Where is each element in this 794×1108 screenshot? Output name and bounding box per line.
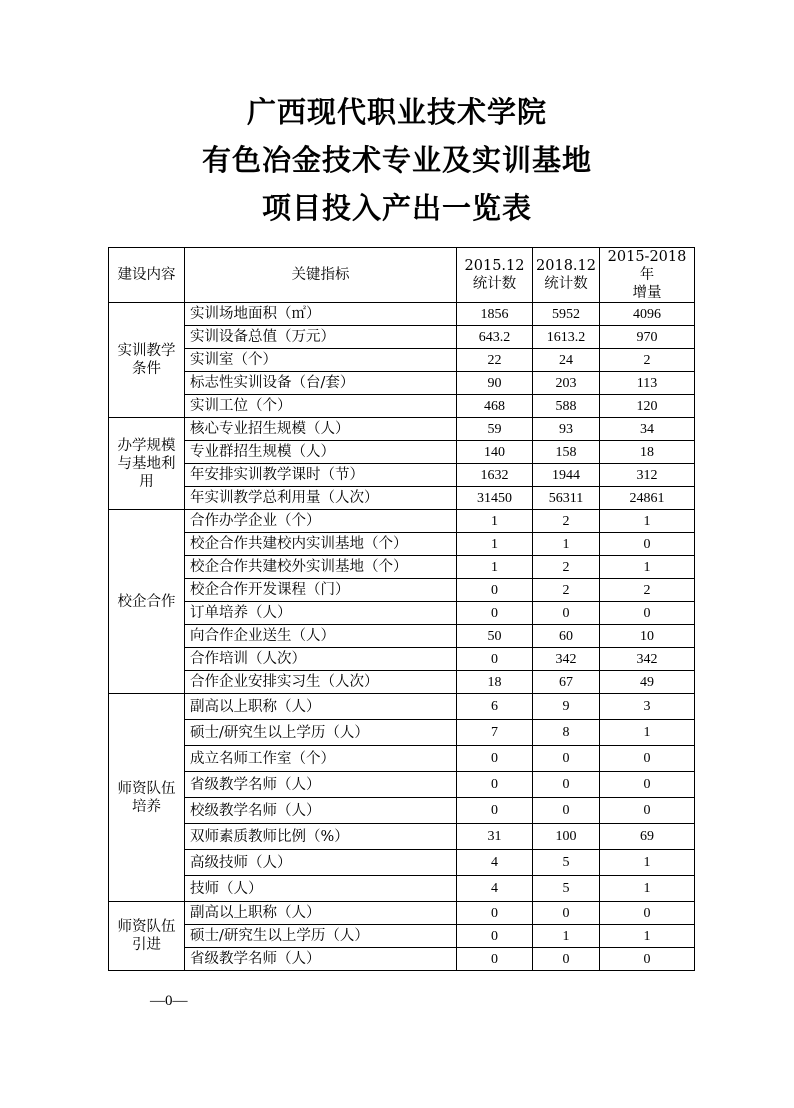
increase-cell: 1 — [600, 556, 695, 579]
value-2015-cell: 59 — [457, 418, 533, 441]
indicator-cell: 实训场地面积（㎡） — [185, 303, 457, 326]
value-2015-cell: 0 — [457, 579, 533, 602]
header-category: 建设内容 — [109, 248, 185, 303]
value-2015-cell: 468 — [457, 395, 533, 418]
value-2018-cell: 56311 — [533, 487, 600, 510]
value-2018-cell: 5952 — [533, 303, 600, 326]
table-row — [109, 648, 695, 671]
table-row — [109, 487, 695, 510]
value-2018-cell: 2 — [533, 556, 600, 579]
increase-cell: 342 — [600, 648, 695, 671]
value-2018-cell: 67 — [533, 671, 600, 694]
indicator-cell: 实训设备总值（万元） — [185, 326, 457, 349]
increase-cell: 0 — [600, 746, 695, 772]
value-2018-cell: 2 — [533, 579, 600, 602]
value-2018-cell: 1 — [533, 533, 600, 556]
table-row — [109, 602, 695, 625]
value-2018-cell: 60 — [533, 625, 600, 648]
increase-cell: 69 — [600, 824, 695, 850]
value-2015-cell: 1 — [457, 510, 533, 533]
indicator-cell: 高级技师（人） — [185, 850, 457, 876]
value-2018-cell: 9 — [533, 694, 600, 720]
value-2018-cell: 93 — [533, 418, 600, 441]
table-row — [109, 694, 695, 720]
table-row — [109, 824, 695, 850]
table-row — [109, 395, 695, 418]
indicator-cell: 硕士/研究生以上学历（人） — [185, 925, 457, 948]
indicator-cell: 年安排实训教学课时（节） — [185, 464, 457, 487]
increase-cell: 24861 — [600, 487, 695, 510]
table-row — [109, 556, 695, 579]
value-2015-cell: 0 — [457, 602, 533, 625]
indicator-cell: 省级教学名师（人） — [185, 948, 457, 971]
indicator-cell: 校级教学名师（人） — [185, 798, 457, 824]
table-row — [109, 464, 695, 487]
document-title-line-2: 有色冶金技术专业及实训基地 — [201, 143, 592, 177]
value-2015-cell: 22 — [457, 349, 533, 372]
value-2015-cell: 0 — [457, 648, 533, 671]
value-2018-cell: 1944 — [533, 464, 600, 487]
increase-cell: 49 — [600, 671, 695, 694]
table-header-row — [109, 248, 695, 303]
document-title-line-1: 广西现代职业技术学院 — [246, 95, 547, 129]
increase-cell: 3 — [600, 694, 695, 720]
value-2018-cell: 0 — [533, 798, 600, 824]
header-increase: 2015-2018 年 增量 — [600, 248, 695, 303]
indicator-cell: 专业群招生规模（人） — [185, 441, 457, 464]
indicator-cell: 订单培养（人） — [185, 602, 457, 625]
table-row — [109, 671, 695, 694]
table-body — [109, 303, 695, 971]
table-row — [109, 533, 695, 556]
indicator-cell: 合作培训（人次） — [185, 648, 457, 671]
category-cell: 师资队伍 引进 — [109, 902, 185, 971]
indicator-cell: 年实训教学总利用量（人次） — [185, 487, 457, 510]
increase-cell: 0 — [600, 602, 695, 625]
value-2018-cell: 1613.2 — [533, 326, 600, 349]
increase-cell: 2 — [600, 579, 695, 602]
table-row — [109, 876, 695, 902]
table-row — [109, 441, 695, 464]
value-2018-cell: 588 — [533, 395, 600, 418]
value-2015-cell: 643.2 — [457, 326, 533, 349]
value-2015-cell: 0 — [457, 902, 533, 925]
increase-cell: 34 — [600, 418, 695, 441]
table-row — [109, 772, 695, 798]
increase-cell: 0 — [600, 948, 695, 971]
increase-cell: 1 — [600, 925, 695, 948]
value-2018-cell: 158 — [533, 441, 600, 464]
category-cell: 校企合作 — [109, 510, 185, 694]
value-2018-cell: 2 — [533, 510, 600, 533]
indicator-cell: 核心专业招生规模（人） — [185, 418, 457, 441]
table-row — [109, 418, 695, 441]
indicator-cell: 校企合作共建校外实训基地（个） — [185, 556, 457, 579]
indicator-cell: 成立名师工作室（个） — [185, 746, 457, 772]
increase-cell: 0 — [600, 533, 695, 556]
value-2015-cell: 18 — [457, 671, 533, 694]
increase-cell: 312 — [600, 464, 695, 487]
indicator-cell: 合作办学企业（个） — [185, 510, 457, 533]
value-2015-cell: 4 — [457, 876, 533, 902]
value-2018-cell: 0 — [533, 602, 600, 625]
value-2015-cell: 1632 — [457, 464, 533, 487]
increase-cell: 0 — [600, 772, 695, 798]
table-row — [109, 925, 695, 948]
value-2015-cell: 0 — [457, 772, 533, 798]
increase-cell: 120 — [600, 395, 695, 418]
value-2018-cell: 0 — [533, 746, 600, 772]
category-cell: 师资队伍 培养 — [109, 694, 185, 902]
indicator-cell: 技师（人） — [185, 876, 457, 902]
value-2018-cell: 8 — [533, 720, 600, 746]
indicator-cell: 实训工位（个） — [185, 395, 457, 418]
value-2018-cell: 1 — [533, 925, 600, 948]
increase-cell: 1 — [600, 850, 695, 876]
table-row — [109, 746, 695, 772]
increase-cell: 1 — [600, 720, 695, 746]
value-2015-cell: 4 — [457, 850, 533, 876]
indicator-cell: 合作企业安排实习生（人次） — [185, 671, 457, 694]
indicator-cell: 实训室（个） — [185, 349, 457, 372]
page-number: —0— — [150, 993, 188, 1009]
value-2018-cell: 203 — [533, 372, 600, 395]
category-cell: 办学规模 与基地利 用 — [109, 418, 185, 510]
table-row — [109, 798, 695, 824]
indicator-cell: 向合作企业送生（人） — [185, 625, 457, 648]
increase-cell: 113 — [600, 372, 695, 395]
increase-cell: 10 — [600, 625, 695, 648]
table-row — [109, 850, 695, 876]
increase-cell: 18 — [600, 441, 695, 464]
value-2015-cell: 0 — [457, 746, 533, 772]
indicator-cell: 省级教学名师（人） — [185, 772, 457, 798]
header-2018-count: 2018.12 统计数 — [533, 248, 600, 303]
indicator-cell: 硕士/研究生以上学历（人） — [185, 720, 457, 746]
value-2018-cell: 5 — [533, 850, 600, 876]
value-2018-cell: 100 — [533, 824, 600, 850]
value-2015-cell: 140 — [457, 441, 533, 464]
increase-cell: 1 — [600, 510, 695, 533]
value-2015-cell: 6 — [457, 694, 533, 720]
table-row — [109, 902, 695, 925]
indicator-cell: 标志性实训设备（台/套） — [185, 372, 457, 395]
increase-cell: 0 — [600, 902, 695, 925]
indicator-cell: 校企合作共建校内实训基地（个） — [185, 533, 457, 556]
value-2015-cell: 31450 — [457, 487, 533, 510]
indicator-cell: 副高以上职称（人） — [185, 694, 457, 720]
table-row — [109, 349, 695, 372]
increase-cell: 4096 — [600, 303, 695, 326]
increase-cell: 970 — [600, 326, 695, 349]
indicator-cell: 副高以上职称（人） — [185, 902, 457, 925]
value-2015-cell: 50 — [457, 625, 533, 648]
value-2015-cell: 7 — [457, 720, 533, 746]
increase-cell: 1 — [600, 876, 695, 902]
value-2018-cell: 24 — [533, 349, 600, 372]
category-cell: 实训教学 条件 — [109, 303, 185, 418]
value-2018-cell: 5 — [533, 876, 600, 902]
value-2018-cell: 0 — [533, 902, 600, 925]
value-2015-cell: 0 — [457, 925, 533, 948]
increase-cell: 0 — [600, 798, 695, 824]
table-row — [109, 510, 695, 533]
value-2015-cell: 0 — [457, 798, 533, 824]
value-2018-cell: 342 — [533, 648, 600, 671]
table-row — [109, 303, 695, 326]
header-2015-count: 2015.12 统计数 — [457, 248, 533, 303]
value-2015-cell: 31 — [457, 824, 533, 850]
value-2015-cell: 1 — [457, 533, 533, 556]
increase-cell: 2 — [600, 349, 695, 372]
table-row — [109, 720, 695, 746]
value-2018-cell: 0 — [533, 948, 600, 971]
table-row — [109, 372, 695, 395]
value-2015-cell: 1856 — [457, 303, 533, 326]
input-output-table — [108, 247, 695, 971]
indicator-cell: 校企合作开发课程（门） — [185, 579, 457, 602]
document-title-line-3: 项目投入产出一览表 — [261, 191, 532, 225]
table-row — [109, 625, 695, 648]
table-row — [109, 579, 695, 602]
value-2015-cell: 0 — [457, 948, 533, 971]
table-row — [109, 948, 695, 971]
value-2015-cell: 90 — [457, 372, 533, 395]
table-row — [109, 326, 695, 349]
indicator-cell: 双师素质教师比例（%） — [185, 824, 457, 850]
value-2015-cell: 1 — [457, 556, 533, 579]
value-2018-cell: 0 — [533, 772, 600, 798]
header-indicator: 关键指标 — [185, 248, 457, 303]
